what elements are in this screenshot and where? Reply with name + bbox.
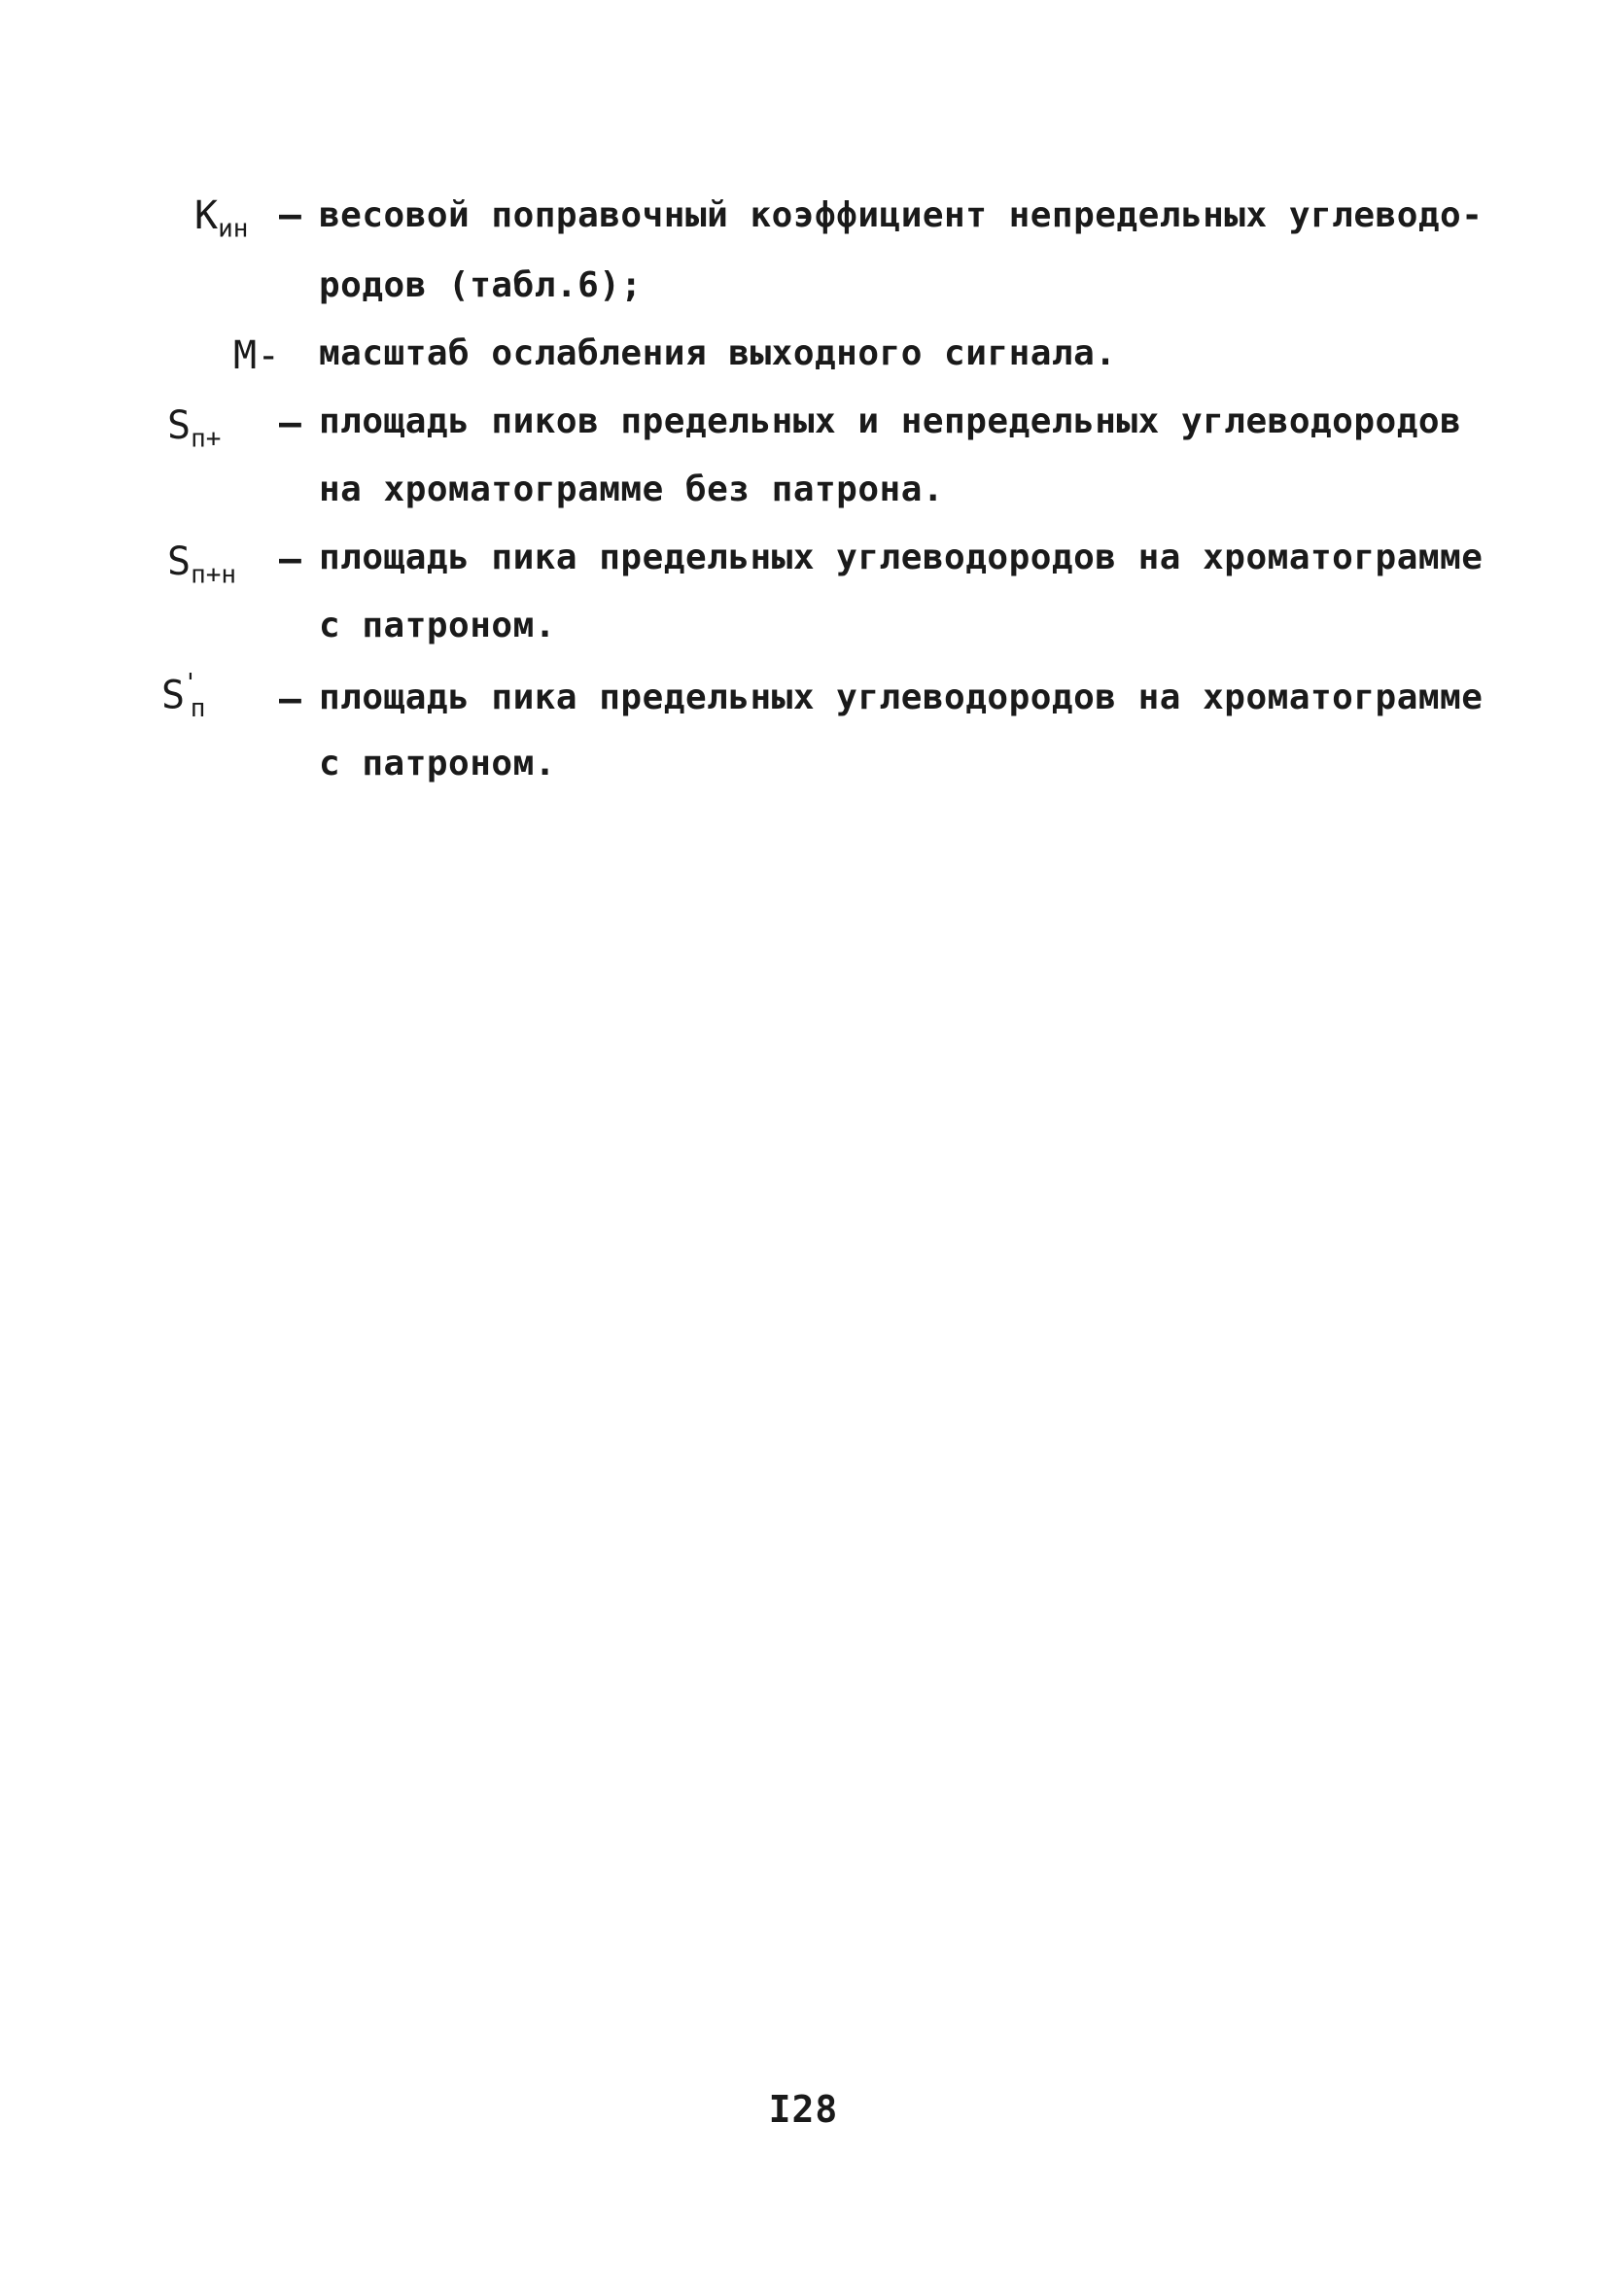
definition-symbol: $S_{п+}$: [167, 403, 222, 454]
definition-dash: –: [279, 401, 301, 444]
definition-item: [0, 397, 1607, 465]
definition-item: [0, 671, 1607, 739]
definition-text: весовой поправочный коэффициент непредельных углеводо-: [319, 195, 1484, 235]
definition-text: с патроном.: [319, 606, 556, 645]
definition-text: на хроматограмме без патрона.: [319, 470, 945, 509]
definition-text: площадь пиков предельных и непредельных углеводородов: [319, 401, 1462, 441]
definition-continuation: [0, 465, 1607, 533]
definition-text: родов (табл.6);: [319, 265, 643, 305]
definition-continuation: [0, 739, 1607, 807]
page-number: I28: [768, 2088, 839, 2131]
definition-symbol: М-: [233, 333, 281, 378]
definition-symbol: $S_{п+н}$: [167, 539, 237, 590]
definition-item: [0, 191, 1607, 259]
definition-symbol: $К_{ин}$: [194, 193, 249, 244]
definition-text: с патроном.: [319, 744, 556, 783]
definition-text: площадь пика предельных углеводородов на хроматограмме: [319, 538, 1484, 577]
definition-dash: –: [279, 538, 301, 580]
definition-symbol: $S'_п$: [161, 669, 206, 724]
definition-continuation: [0, 601, 1607, 669]
definition-text: масштаб ослабления выходного сигнала.: [319, 333, 1117, 373]
definition-continuation: [0, 261, 1607, 329]
definition-dash: –: [279, 678, 301, 720]
definition-item: [0, 533, 1607, 601]
definition-item: [0, 329, 1607, 397]
definition-dash: –: [279, 193, 301, 236]
definition-text: площадь пика предельных углеводородов на хроматограмме: [319, 678, 1484, 717]
